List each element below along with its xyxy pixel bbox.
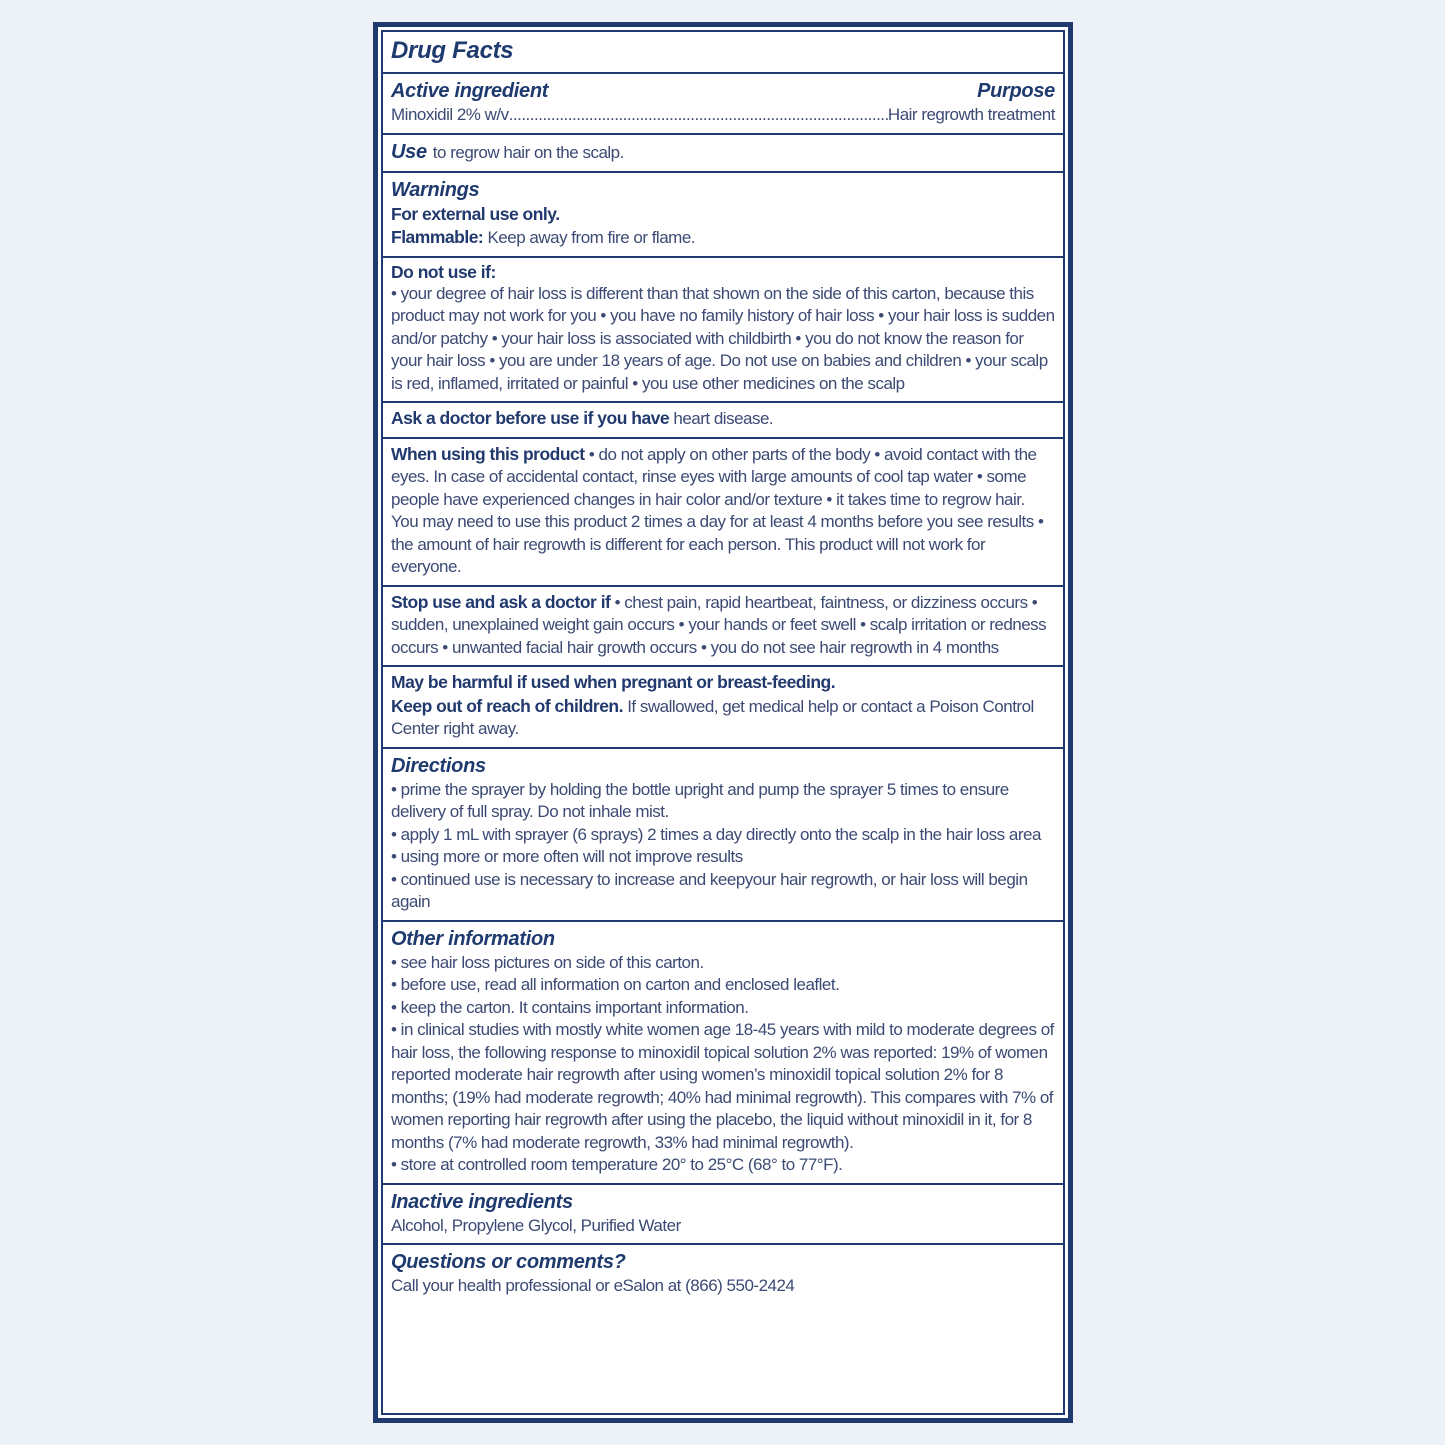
section-questions <box>383 1243 1063 1304</box>
stop-use-text: • chest pain, rapid heartbeat, faintness, or dizziness occurs • sudden, unexplained weight gain occurs • your hands or feet swell • scalp irritation or redness occurs • unwanted facial hair growth occurs • you do not see hair regrowth in 4 months <box>391 592 1047 657</box>
purpose-value: Hair regrowth treatment <box>887 105 1055 124</box>
active-ingredient-name: Minoxidil 2% w/v <box>391 105 509 124</box>
ask-doctor-label: Ask a doctor before use if you have <box>391 408 670 428</box>
questions-heading: Questions or comments? <box>391 1251 626 1273</box>
other-information-item: • store at controlled room temperature 20° to 25°C (68° to 77°F). <box>391 1155 843 1174</box>
directions-item: • using more or more often will not improve results <box>391 847 743 866</box>
section-pregnancy <box>383 665 1063 747</box>
section-other-information <box>383 920 1063 1183</box>
ask-doctor-text: heart disease. <box>669 409 774 428</box>
when-using-label: When using this product <box>391 443 585 464</box>
active-ingredient-heading: Active ingredient <box>391 80 549 102</box>
flammable-text: Keep away from fire or flame. <box>483 228 696 247</box>
stop-use-body <box>391 591 1055 660</box>
use-line <box>391 139 1055 165</box>
keep-out-text: If swallowed, get medical help or contact a Poison Control Center right away. <box>391 696 1034 738</box>
directions-item: • continued use is necessary to increase and keepyour hair regrowth, or hair loss will begin again <box>391 869 1028 911</box>
use-text: to regrow hair on the scalp. <box>432 142 624 162</box>
directions-heading: Directions <box>391 754 486 777</box>
section-directions <box>383 747 1063 920</box>
inactive-ingredients-text: Alcohol, Propylene Glycol, Purified Water <box>391 1215 681 1235</box>
stop-use-label: Stop use and ask a doctor if <box>391 591 611 612</box>
other-information-item: • see hair loss pictures on side of this carton. <box>391 952 704 972</box>
warnings-heading: Warnings <box>391 178 480 201</box>
questions-text: Call your health professional or eSalon at (866) 550-2424 <box>391 1276 795 1295</box>
drug-facts-inner-border <box>381 30 1065 1415</box>
other-information-item: • keep the carton. It contains important information. <box>391 997 749 1017</box>
pregnancy-warning-text: May be harmful if used when pregnant or breast-feeding. <box>391 672 836 692</box>
dot-leader <box>509 104 888 127</box>
section-title <box>383 32 1063 72</box>
keep-out-label: Keep out of reach of children. <box>391 695 623 716</box>
warnings-external-line <box>391 203 1055 227</box>
section-active-ingredient <box>383 72 1063 133</box>
active-ingredient-heading-row <box>391 78 1055 104</box>
inactive-ingredients-heading: Inactive ingredients <box>391 1190 573 1213</box>
flammable-label: Flammable: <box>391 227 484 247</box>
pregnancy-line <box>391 671 1055 695</box>
warnings-flammable-line <box>391 226 1055 250</box>
section-stop-use <box>383 585 1063 666</box>
drug-facts-panel <box>373 22 1073 1423</box>
keep-out-of-reach-line <box>391 695 1055 741</box>
section-warnings <box>383 171 1063 256</box>
directions-item: • prime the sprayer by holding the bottle upright and pump the sprayer 5 times to ensure delivery of full spray. Do not inhale mist. <box>391 779 1009 821</box>
section-do-not-use <box>383 256 1063 402</box>
ask-doctor-line <box>391 407 1055 431</box>
active-ingredient-line <box>391 104 1055 127</box>
do-not-use-body: • your degree of hair loss is different than that shown on the side of this carton, because this product may not work for you • you have no family history of hair loss • your hair loss is sudden and/or patchy • your hair loss is associated with childbirth • you do not know the reason for your hair loss • you are under 18 years of age. Do not use on babies and children • your scalp is red, inflamed, irritated or painful • you use other medicines on the scalp <box>391 283 1055 393</box>
when-using-text: • do not apply on other parts of the body • avoid contact with the eyes. In case of accidental contact, rinse eyes with large amounts of cool tap water • some people have experienced changes in hair color and/or texture • it takes time to regrow hair. You may need to use this product 2 times a day for at least 4 months before you see results • the amount of hair regrowth is different for each person. This product will not work for everyone. <box>391 444 1044 576</box>
use-label: Use <box>391 140 427 163</box>
section-use <box>383 133 1063 171</box>
other-information-item: • before use, read all information on carton and enclosed leaflet. <box>391 975 840 994</box>
other-information-item: • in clinical studies with mostly white women age 18-45 years with mild to moderate degrees of hair loss, the following response to minoxidil topical solution 2% was reported: 19% of women reported moderate hair regrowth after using women’s minoxidil topical solution 2% for 8 months; (19% had moderate regrowth; 40% had minimal regrowth). This compares with 7% of women reporting hair regrowth after using the placebo, the liquid without minoxidil in it, for 8 months (7% had moderate regrowth, 33% had minimal regrowth). <box>391 1020 1054 1152</box>
external-use-text: For external use only. <box>391 203 560 224</box>
section-when-using <box>383 437 1063 585</box>
when-using-body <box>391 443 1055 579</box>
section-inactive-ingredients <box>383 1183 1063 1244</box>
purpose-heading: Purpose <box>977 80 1055 102</box>
do-not-use-heading: Do not use if: <box>391 261 496 282</box>
drug-facts-title: Drug Facts <box>391 37 514 64</box>
other-information-heading: Other information <box>391 927 555 950</box>
directions-item: • apply 1 mL with sprayer (6 sprays) 2 times a day directly onto the scalp in the hair loss area <box>391 824 1041 844</box>
section-ask-doctor <box>383 401 1063 437</box>
